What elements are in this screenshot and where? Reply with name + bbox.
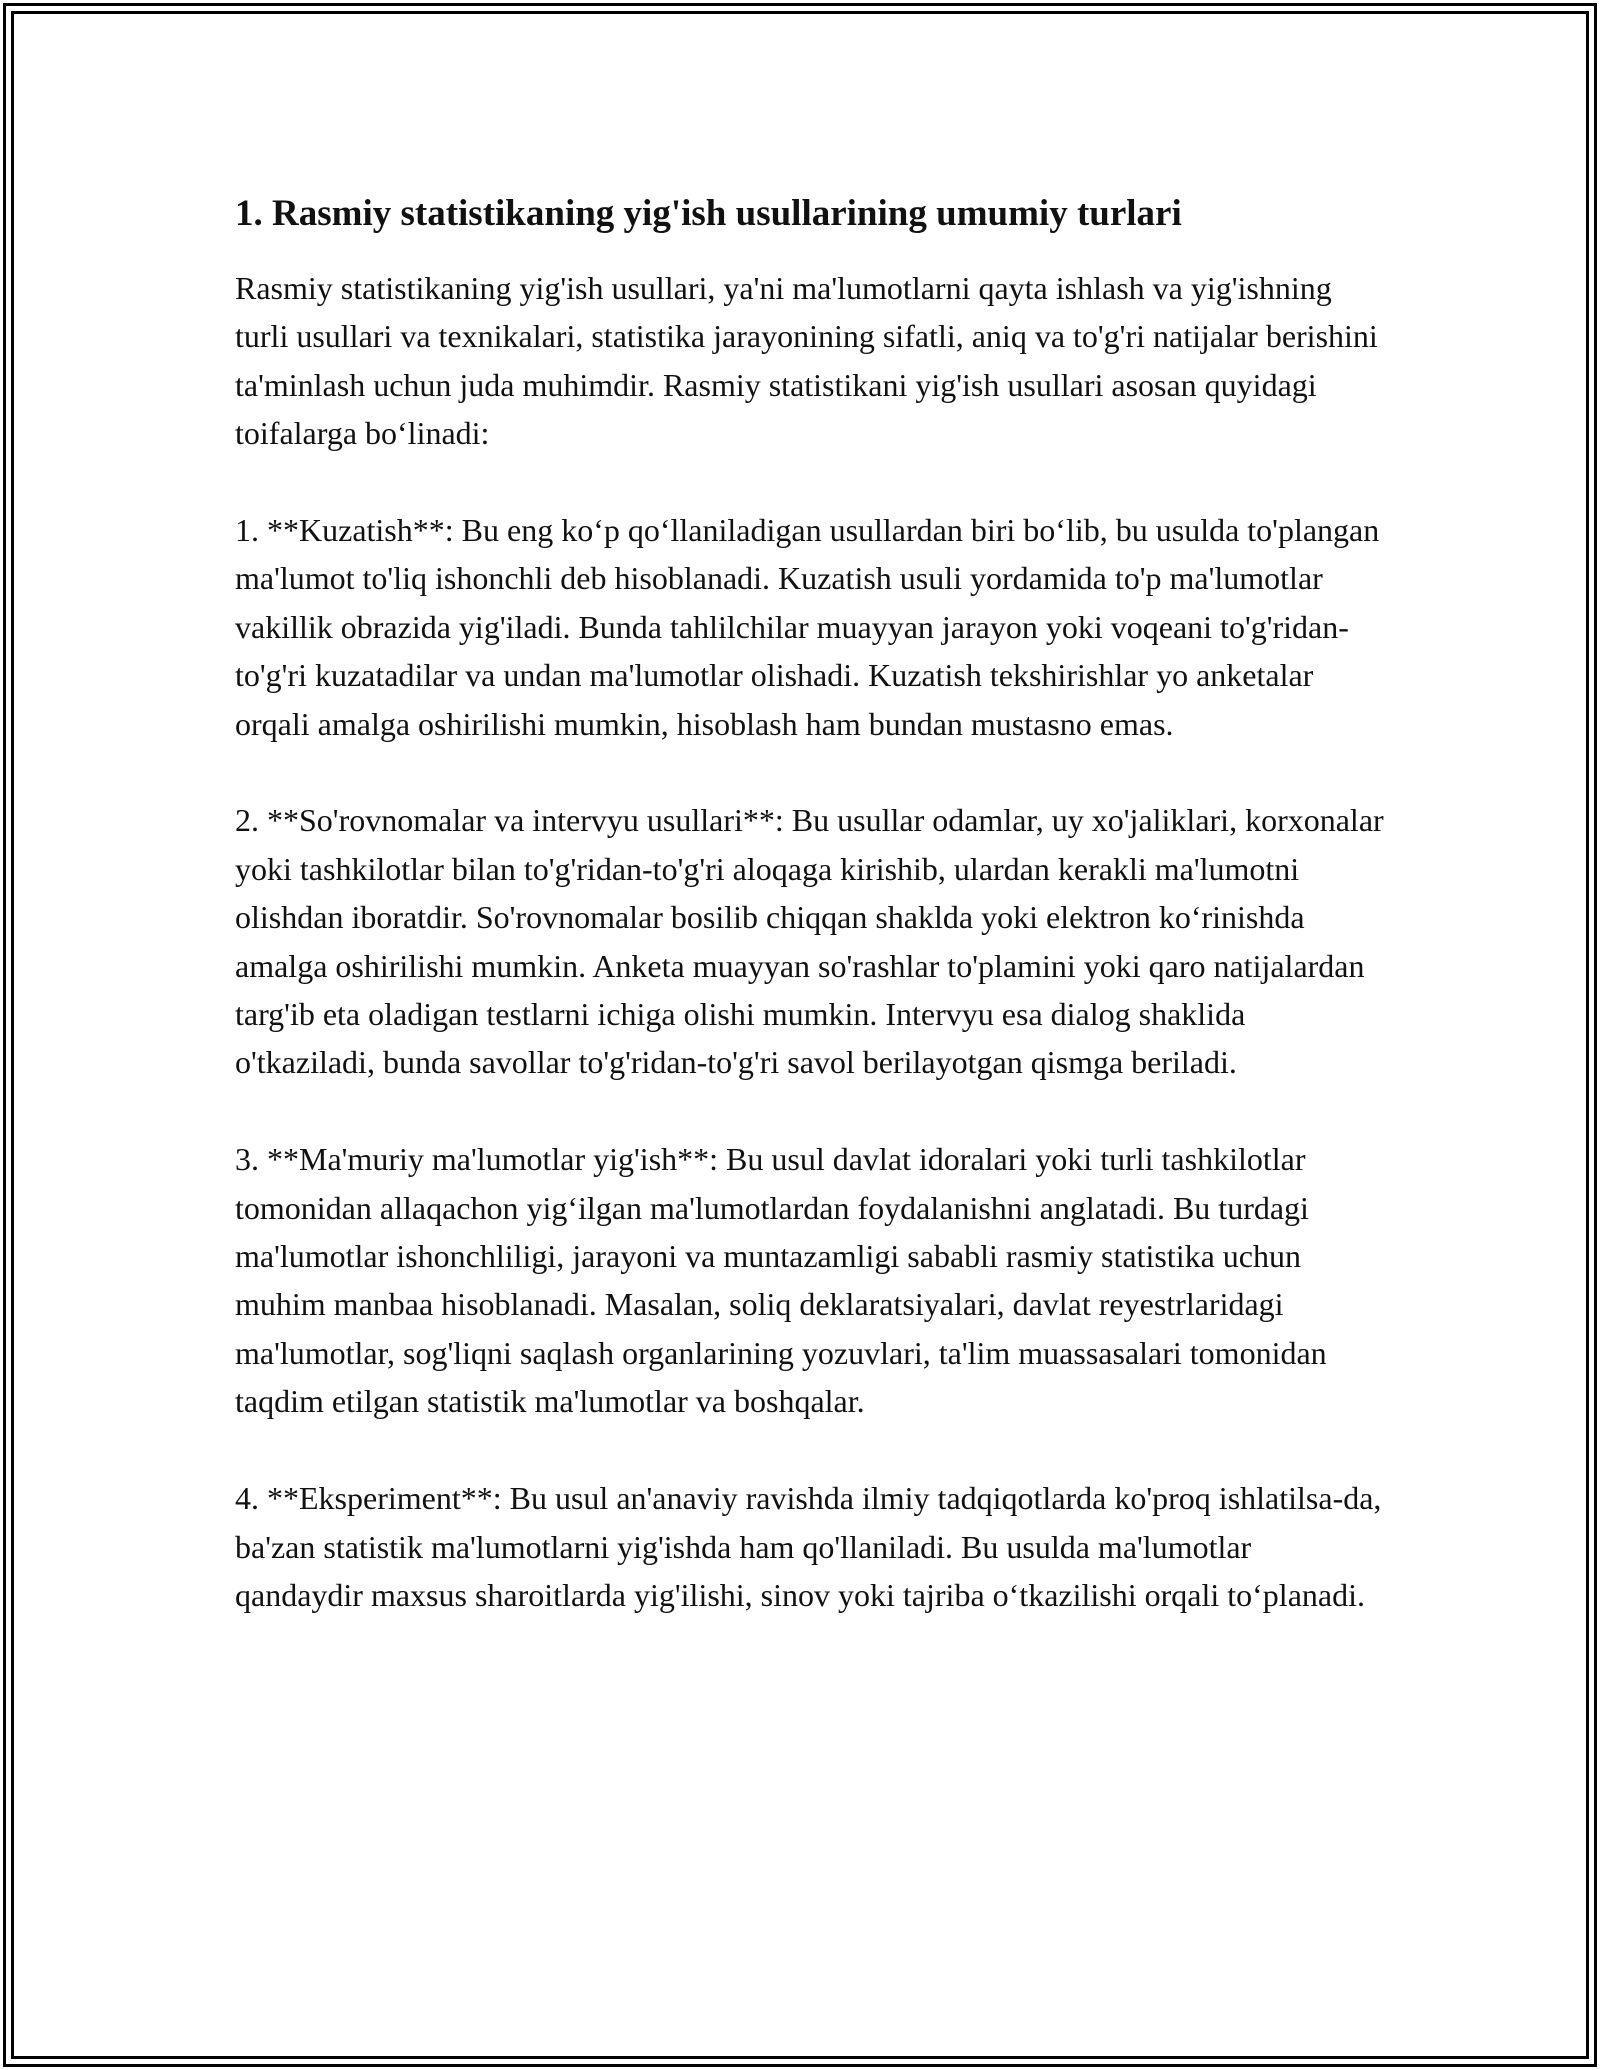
list-item-eksperiment: 4. **Eksperiment**: Bu usul an'anaviy ravishda ilmiy tadqiqotlarda ko'proq ishlatilsa-da, ba'zan statistik ma'lumotlarni yig'ishda ham qo'llaniladi. Bu usulda ma'lumotlar qandaydir maxsus sharoitlarda yig'ilishi, sinov yoki tajriba o‘tkazilishi orqali to‘planadi. <box>235 1480 1382 1613</box>
document-body <box>235 186 1385 1619</box>
list-item-kuzatish: 1. **Kuzatish**: Bu eng ko‘p qo‘llaniladigan usullardan biri bo‘lib, bu usulda to'plangan ma'lumot to'liq ishonchli deb hisoblanadi. Kuzatish usuli yordamida to'p ma'lumotlar vakillik obrazida yig'iladi. Bunda tahlilchilar muayyan jarayon yoki voqeani to'g'ridan-to'g'ri kuzatadilar va undan ma'lumotlar olishadi. Kuzatish tekshirishlar yo anketalar orqali amalga oshirilishi mumkin, hisoblash ham bundan mustasno emas. <box>235 512 1380 742</box>
document-title: 1. Rasmiy statistikaning yig'ish usullarining umumiy turlari <box>235 193 1182 234</box>
list-item-sorovnomalar: 2. **So'rovnomalar va intervyu usullari**: Bu usullar odamlar, uy xo'jaliklari, korxonalar yoki tashkilotlar bilan to'g'ridan-to'g'ri aloqaga kirishib, ulardan kerakli ma'lumotni olishdan iboratdir. So'rovnomalar bosilib chiqqan shaklda yoki elektron ko‘rinishda amalga oshirilishi mumkin. Anketa muayyan so'rashlar to'plamini yoki qaro natijalardan targ'ib eta oladigan testlarni ichiga olishi mumkin. Intervyu esa dialog shaklida o'tkaziladi, bunda savollar to'g'ridan-to'g'ri savol berilayotgan qismga beriladi. <box>235 802 1384 1081</box>
list-item-mamuriy: 3. **Ma'muriy ma'lumotlar yig'ish**: Bu usul davlat idoralari yoki turli tashkilotlar tomonidan allaqachon yig‘ilgan ma'lumotlardan foydalanishni anglatadi. Bu turdagi ma'lumotlar ishonchliligi, jarayoni va muntazamligi sababli rasmiy statistika uchun muhim manbaa hisoblanadi. Masalan, soliq deklaratsiyalari, davlat reyestrlaridagi ma'lumotlar, sog'liqni saqlash organlarining yozuvlari, ta'lim muassasalari tomonidan taqdim etilgan statistik ma'lumotlar va boshqalar. <box>235 1141 1327 1420</box>
intro-paragraph: Rasmiy statistikaning yig'ish usullari, ya'ni ma'lumotlarni qayta ishlash va yig'ishning turli usullari va texnikalari, statistika jarayonining sifatli, aniq va to'g'ri natijalar berishini ta'minlash uchun juda muhimdir. Rasmiy statistikani yig'ish usullari asosan quyidagi toifalarga bo‘linadi: <box>235 270 1378 452</box>
